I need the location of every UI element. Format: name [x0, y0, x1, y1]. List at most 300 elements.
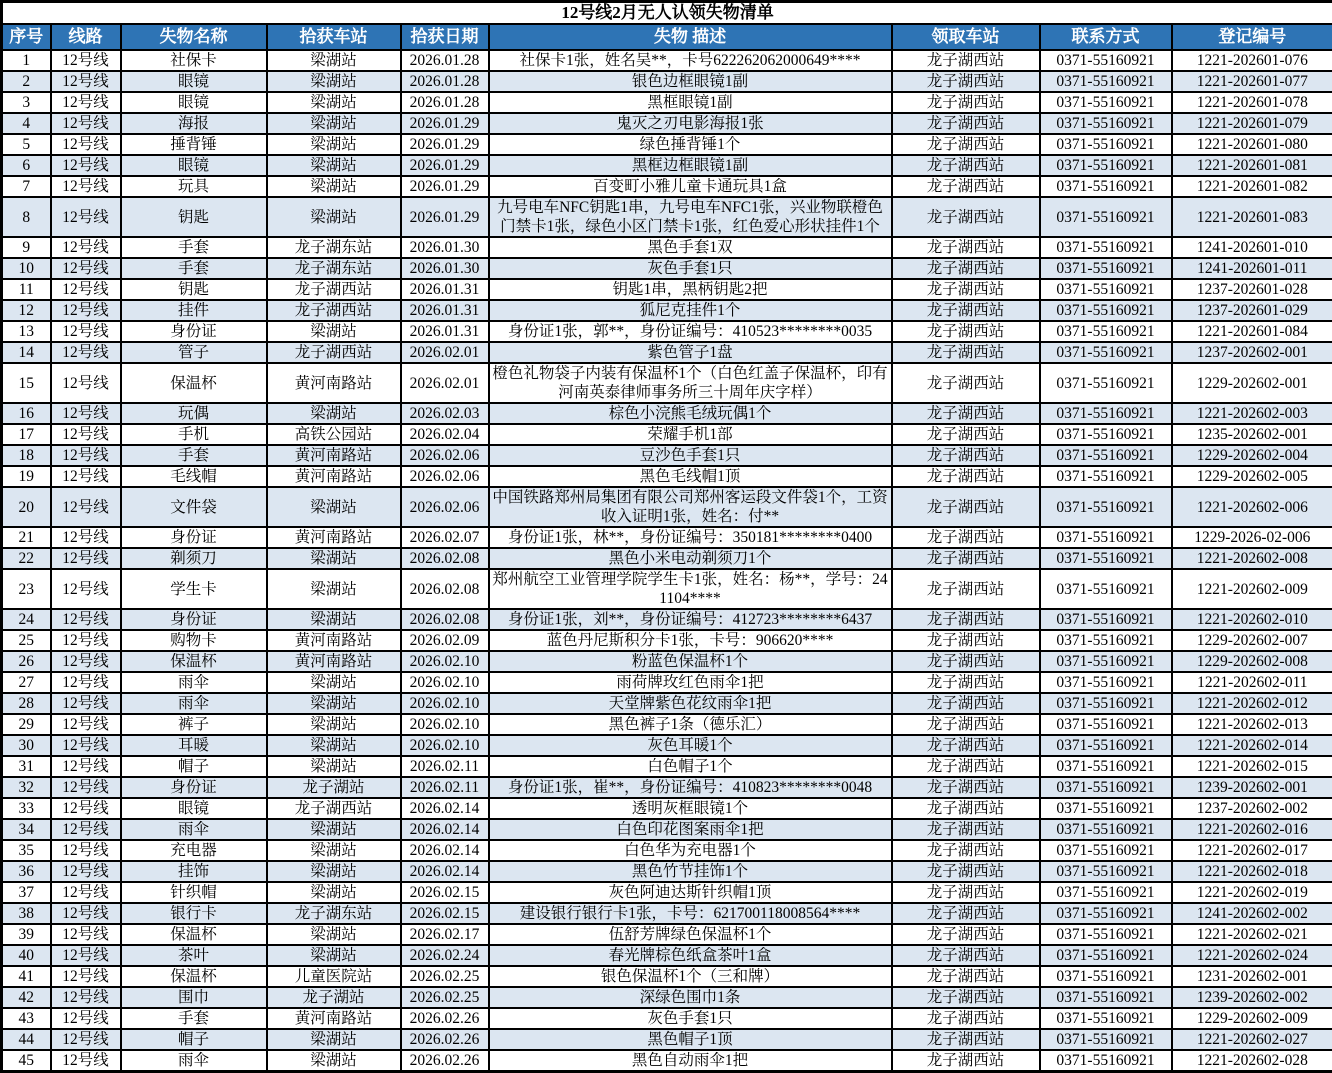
cell-seq: 11: [2, 279, 51, 300]
cell-found-station: 梁湖站: [267, 861, 401, 882]
cell-claim-station: 龙子湖西站: [892, 176, 1040, 197]
cell-registration-no: 1221-202601-084: [1172, 321, 1332, 342]
cell-line: 12号线: [51, 651, 121, 672]
cell-found-date: 2026.01.28: [401, 92, 489, 113]
cell-contact-phone: 0371-55160921: [1040, 903, 1172, 924]
cell-item-name: 围巾: [121, 987, 267, 1008]
cell-line: 12号线: [51, 903, 121, 924]
cell-seq: 27: [2, 672, 51, 693]
cell-seq: 12: [2, 300, 51, 321]
column-header-item-name: 失物名称: [121, 24, 267, 50]
cell-found-date: 2026.01.29: [401, 113, 489, 134]
cell-item-name: 裤子: [121, 714, 267, 735]
cell-item-name: 帽子: [121, 1029, 267, 1050]
cell-description: 黑色帽子1顶: [489, 1029, 892, 1050]
cell-description: 身份证1张，刘**，身份证编号：412723********6437: [489, 609, 892, 630]
cell-found-date: 2026.02.10: [401, 651, 489, 672]
cell-seq: 1: [2, 50, 51, 71]
cell-item-name: 钥匙: [121, 279, 267, 300]
column-header-seq: 序号: [2, 24, 51, 50]
cell-contact-phone: 0371-55160921: [1040, 1050, 1172, 1072]
cell-found-station: 黄河南路站: [267, 527, 401, 548]
cell-found-station: 梁湖站: [267, 92, 401, 113]
cell-line: 12号线: [51, 197, 121, 237]
cell-registration-no: 1221-202602-009: [1172, 569, 1332, 609]
cell-seq: 42: [2, 987, 51, 1008]
cell-found-date: 2026.01.29: [401, 134, 489, 155]
cell-registration-no: 1221-202602-016: [1172, 819, 1332, 840]
cell-found-station: 黄河南路站: [267, 1008, 401, 1029]
cell-description: 灰色阿迪达斯针织帽1顶: [489, 882, 892, 903]
table-row: [2, 155, 1332, 176]
cell-seq: 36: [2, 861, 51, 882]
cell-description: 九号电车NFC钥匙1串，九号电车NFC1张，兴业物联橙色门禁卡1张，绿色小区门禁卡1张，红色爱心形状挂件1个: [489, 197, 892, 237]
cell-found-station: 梁湖站: [267, 321, 401, 342]
cell-line: 12号线: [51, 134, 121, 155]
cell-item-name: 耳暖: [121, 735, 267, 756]
cell-found-date: 2026.02.06: [401, 487, 489, 527]
cell-found-station: 龙子湖站: [267, 987, 401, 1008]
cell-seq: 34: [2, 819, 51, 840]
table-row: [2, 197, 1332, 237]
cell-contact-phone: 0371-55160921: [1040, 756, 1172, 777]
cell-description: 灰色手套1只: [489, 258, 892, 279]
cell-registration-no: 1231-202602-001: [1172, 966, 1332, 987]
cell-description: 身份证1张，林**，身份证编号：350181********0400: [489, 527, 892, 548]
cell-item-name: 挂饰: [121, 861, 267, 882]
cell-claim-station: 龙子湖西站: [892, 113, 1040, 134]
cell-description: 黑框眼镜1副: [489, 92, 892, 113]
cell-seq: 9: [2, 237, 51, 258]
column-header-registration-no: 登记编号: [1172, 24, 1332, 50]
column-header-claim-station: 领取车站: [892, 24, 1040, 50]
cell-contact-phone: 0371-55160921: [1040, 548, 1172, 569]
cell-claim-station: 龙子湖西站: [892, 50, 1040, 71]
cell-contact-phone: 0371-55160921: [1040, 92, 1172, 113]
cell-description: 黑色手套1双: [489, 237, 892, 258]
table-row: [2, 300, 1332, 321]
cell-found-date: 2026.02.14: [401, 840, 489, 861]
cell-registration-no: 1241-202601-011: [1172, 258, 1332, 279]
cell-seq: 33: [2, 798, 51, 819]
cell-line: 12号线: [51, 609, 121, 630]
cell-seq: 2: [2, 71, 51, 92]
cell-seq: 17: [2, 424, 51, 445]
cell-found-date: 2026.02.01: [401, 342, 489, 363]
cell-contact-phone: 0371-55160921: [1040, 945, 1172, 966]
table-row: [2, 363, 1332, 403]
cell-seq: 26: [2, 651, 51, 672]
cell-seq: 19: [2, 466, 51, 487]
cell-found-station: 梁湖站: [267, 945, 401, 966]
cell-claim-station: 龙子湖西站: [892, 714, 1040, 735]
page-title: 12号线2月无人认领失物清单: [2, 2, 1332, 25]
cell-claim-station: 龙子湖西站: [892, 798, 1040, 819]
cell-registration-no: 1237-202602-001: [1172, 342, 1332, 363]
cell-found-station: 黄河南路站: [267, 651, 401, 672]
cell-line: 12号线: [51, 155, 121, 176]
cell-registration-no: 1221-202601-076: [1172, 50, 1332, 71]
cell-found-date: 2026.02.15: [401, 882, 489, 903]
cell-seq: 6: [2, 155, 51, 176]
cell-found-date: 2026.02.01: [401, 363, 489, 403]
cell-contact-phone: 0371-55160921: [1040, 176, 1172, 197]
cell-claim-station: 龙子湖西站: [892, 945, 1040, 966]
cell-line: 12号线: [51, 92, 121, 113]
table-row: [2, 840, 1332, 861]
cell-contact-phone: 0371-55160921: [1040, 714, 1172, 735]
cell-description: 灰色手套1只: [489, 1008, 892, 1029]
cell-item-name: 购物卡: [121, 630, 267, 651]
cell-found-station: 梁湖站: [267, 882, 401, 903]
cell-registration-no: 1221-202602-027: [1172, 1029, 1332, 1050]
cell-registration-no: 1221-202602-013: [1172, 714, 1332, 735]
cell-contact-phone: 0371-55160921: [1040, 363, 1172, 403]
cell-registration-no: 1221-202602-024: [1172, 945, 1332, 966]
cell-found-station: 梁湖站: [267, 548, 401, 569]
cell-found-station: 黄河南路站: [267, 363, 401, 403]
cell-seq: 13: [2, 321, 51, 342]
cell-contact-phone: 0371-55160921: [1040, 569, 1172, 609]
cell-line: 12号线: [51, 798, 121, 819]
table-body: [2, 50, 1332, 1072]
cell-found-station: 梁湖站: [267, 71, 401, 92]
title-row: [2, 2, 1332, 25]
cell-found-date: 2026.02.26: [401, 1008, 489, 1029]
cell-found-station: 梁湖站: [267, 569, 401, 609]
cell-contact-phone: 0371-55160921: [1040, 445, 1172, 466]
cell-description: 天堂牌紫色花纹雨伞1把: [489, 693, 892, 714]
cell-found-date: 2026.02.08: [401, 569, 489, 609]
cell-item-name: 手套: [121, 445, 267, 466]
cell-contact-phone: 0371-55160921: [1040, 1008, 1172, 1029]
column-header-found-date: 拾获日期: [401, 24, 489, 50]
cell-registration-no: 1239-202602-001: [1172, 777, 1332, 798]
cell-line: 12号线: [51, 735, 121, 756]
cell-registration-no: 1221-202602-006: [1172, 487, 1332, 527]
cell-item-name: 针织帽: [121, 882, 267, 903]
cell-found-date: 2026.02.11: [401, 777, 489, 798]
cell-item-name: 玩偶: [121, 403, 267, 424]
cell-item-name: 眼镜: [121, 798, 267, 819]
cell-claim-station: 龙子湖西站: [892, 672, 1040, 693]
cell-found-date: 2026.02.25: [401, 966, 489, 987]
table-row: [2, 342, 1332, 363]
cell-found-date: 2026.02.14: [401, 798, 489, 819]
cell-description: 身份证1张，郭**，身份证编号：410523********0035: [489, 321, 892, 342]
table-row: [2, 113, 1332, 134]
cell-description: 荣耀手机1部: [489, 424, 892, 445]
cell-registration-no: 1221-202602-018: [1172, 861, 1332, 882]
cell-contact-phone: 0371-55160921: [1040, 321, 1172, 342]
cell-contact-phone: 0371-55160921: [1040, 693, 1172, 714]
cell-claim-station: 龙子湖西站: [892, 487, 1040, 527]
table-row: [2, 882, 1332, 903]
cell-line: 12号线: [51, 1050, 121, 1072]
cell-seq: 28: [2, 693, 51, 714]
cell-contact-phone: 0371-55160921: [1040, 651, 1172, 672]
cell-seq: 5: [2, 134, 51, 155]
cell-line: 12号线: [51, 861, 121, 882]
cell-description: 透明灰框眼镜1个: [489, 798, 892, 819]
cell-seq: 24: [2, 609, 51, 630]
cell-line: 12号线: [51, 424, 121, 445]
cell-found-date: 2026.01.29: [401, 155, 489, 176]
table-row: [2, 672, 1332, 693]
cell-found-date: 2026.02.10: [401, 735, 489, 756]
cell-found-date: 2026.02.10: [401, 714, 489, 735]
cell-item-name: 海报: [121, 113, 267, 134]
cell-seq: 45: [2, 1050, 51, 1072]
cell-found-date: 2026.02.09: [401, 630, 489, 651]
cell-line: 12号线: [51, 71, 121, 92]
cell-item-name: 茶叶: [121, 945, 267, 966]
cell-line: 12号线: [51, 966, 121, 987]
cell-seq: 21: [2, 527, 51, 548]
cell-line: 12号线: [51, 403, 121, 424]
cell-registration-no: 1221-202602-019: [1172, 882, 1332, 903]
cell-registration-no: 1229-202602-008: [1172, 651, 1332, 672]
table-row: [2, 693, 1332, 714]
cell-contact-phone: 0371-55160921: [1040, 466, 1172, 487]
cell-seq: 41: [2, 966, 51, 987]
cell-registration-no: 1221-202602-015: [1172, 756, 1332, 777]
cell-found-station: 梁湖站: [267, 113, 401, 134]
cell-claim-station: 龙子湖西站: [892, 651, 1040, 672]
cell-found-station: 梁湖站: [267, 197, 401, 237]
cell-item-name: 钥匙: [121, 197, 267, 237]
cell-found-station: 龙子湖东站: [267, 237, 401, 258]
cell-found-date: 2026.01.28: [401, 71, 489, 92]
cell-line: 12号线: [51, 279, 121, 300]
cell-description: 紫色管子1盘: [489, 342, 892, 363]
cell-claim-station: 龙子湖西站: [892, 279, 1040, 300]
table-row: [2, 176, 1332, 197]
cell-contact-phone: 0371-55160921: [1040, 987, 1172, 1008]
cell-description: 狐尼克挂件1个: [489, 300, 892, 321]
cell-found-date: 2026.02.10: [401, 693, 489, 714]
cell-seq: 20: [2, 487, 51, 527]
cell-item-name: 毛线帽: [121, 466, 267, 487]
cell-found-station: 黄河南路站: [267, 630, 401, 651]
table-row: [2, 630, 1332, 651]
cell-contact-phone: 0371-55160921: [1040, 735, 1172, 756]
cell-found-date: 2026.02.07: [401, 527, 489, 548]
cell-registration-no: 1229-202602-004: [1172, 445, 1332, 466]
table-row: [2, 92, 1332, 113]
table-row: [2, 527, 1332, 548]
cell-item-name: 玩具: [121, 176, 267, 197]
cell-line: 12号线: [51, 693, 121, 714]
cell-found-station: 梁湖站: [267, 693, 401, 714]
cell-contact-phone: 0371-55160921: [1040, 609, 1172, 630]
cell-seq: 14: [2, 342, 51, 363]
cell-description: 粉蓝色保温杯1个: [489, 651, 892, 672]
cell-found-date: 2026.02.03: [401, 403, 489, 424]
table-row: [2, 1050, 1332, 1072]
cell-registration-no: 1229-202602-005: [1172, 466, 1332, 487]
cell-claim-station: 龙子湖西站: [892, 92, 1040, 113]
cell-line: 12号线: [51, 445, 121, 466]
cell-description: 伍舒芳牌绿色保温杯1个: [489, 924, 892, 945]
cell-found-date: 2026.02.08: [401, 609, 489, 630]
cell-line: 12号线: [51, 924, 121, 945]
cell-registration-no: 1237-202601-028: [1172, 279, 1332, 300]
cell-claim-station: 龙子湖西站: [892, 819, 1040, 840]
cell-description: 银色边框眼镜1副: [489, 71, 892, 92]
cell-contact-phone: 0371-55160921: [1040, 50, 1172, 71]
cell-contact-phone: 0371-55160921: [1040, 424, 1172, 445]
cell-item-name: 手套: [121, 237, 267, 258]
table-row: [2, 279, 1332, 300]
cell-found-station: 龙子湖西站: [267, 798, 401, 819]
cell-contact-phone: 0371-55160921: [1040, 882, 1172, 903]
cell-registration-no: 1235-202602-001: [1172, 424, 1332, 445]
cell-seq: 30: [2, 735, 51, 756]
cell-seq: 23: [2, 569, 51, 609]
table-row: [2, 258, 1332, 279]
cell-found-station: 梁湖站: [267, 1050, 401, 1072]
cell-seq: 3: [2, 92, 51, 113]
table-row: [2, 756, 1332, 777]
cell-seq: 7: [2, 176, 51, 197]
table-row: [2, 966, 1332, 987]
cell-contact-phone: 0371-55160921: [1040, 861, 1172, 882]
cell-found-date: 2026.01.29: [401, 176, 489, 197]
cell-line: 12号线: [51, 50, 121, 71]
table-row: [2, 714, 1332, 735]
cell-found-station: 梁湖站: [267, 134, 401, 155]
table-row: [2, 924, 1332, 945]
cell-claim-station: 龙子湖西站: [892, 403, 1040, 424]
cell-item-name: 雨伞: [121, 819, 267, 840]
cell-found-station: 梁湖站: [267, 672, 401, 693]
cell-item-name: 身份证: [121, 527, 267, 548]
cell-description: 豆沙色手套1只: [489, 445, 892, 466]
table-row: [2, 424, 1332, 445]
cell-claim-station: 龙子湖西站: [892, 548, 1040, 569]
cell-item-name: 身份证: [121, 609, 267, 630]
cell-seq: 10: [2, 258, 51, 279]
table-row: [2, 777, 1332, 798]
cell-seq: 25: [2, 630, 51, 651]
cell-registration-no: 1221-202601-082: [1172, 176, 1332, 197]
cell-line: 12号线: [51, 237, 121, 258]
cell-claim-station: 龙子湖西站: [892, 630, 1040, 651]
cell-found-date: 2026.01.30: [401, 258, 489, 279]
cell-registration-no: 1239-202602-002: [1172, 987, 1332, 1008]
cell-line: 12号线: [51, 363, 121, 403]
cell-line: 12号线: [51, 258, 121, 279]
cell-found-station: 梁湖站: [267, 609, 401, 630]
cell-claim-station: 龙子湖西站: [892, 71, 1040, 92]
cell-contact-phone: 0371-55160921: [1040, 258, 1172, 279]
cell-claim-station: 龙子湖西站: [892, 882, 1040, 903]
cell-line: 12号线: [51, 756, 121, 777]
cell-claim-station: 龙子湖西站: [892, 609, 1040, 630]
table-row: [2, 1008, 1332, 1029]
cell-claim-station: 龙子湖西站: [892, 1008, 1040, 1029]
cell-description: 雨荷牌玫红色雨伞1把: [489, 672, 892, 693]
table-row: [2, 487, 1332, 527]
cell-claim-station: 龙子湖西站: [892, 840, 1040, 861]
cell-claim-station: 龙子湖西站: [892, 987, 1040, 1008]
table-row: [2, 445, 1332, 466]
cell-found-station: 梁湖站: [267, 403, 401, 424]
cell-description: 百变町小雅儿童卡通玩具1盒: [489, 176, 892, 197]
cell-seq: 38: [2, 903, 51, 924]
cell-claim-station: 龙子湖西站: [892, 693, 1040, 714]
cell-contact-phone: 0371-55160921: [1040, 527, 1172, 548]
cell-registration-no: 1221-202602-011: [1172, 672, 1332, 693]
cell-found-station: 龙子湖西站: [267, 279, 401, 300]
cell-claim-station: 龙子湖西站: [892, 424, 1040, 445]
cell-item-name: 学生卡: [121, 569, 267, 609]
cell-claim-station: 龙子湖西站: [892, 197, 1040, 237]
table-row: [2, 548, 1332, 569]
cell-seq: 44: [2, 1029, 51, 1050]
cell-found-date: 2026.02.25: [401, 987, 489, 1008]
table-row: [2, 50, 1332, 71]
cell-line: 12号线: [51, 466, 121, 487]
table-row: [2, 819, 1332, 840]
cell-registration-no: 1221-202602-010: [1172, 609, 1332, 630]
cell-found-station: 高铁公园站: [267, 424, 401, 445]
cell-registration-no: 1221-202601-083: [1172, 197, 1332, 237]
cell-item-name: 眼镜: [121, 92, 267, 113]
cell-line: 12号线: [51, 714, 121, 735]
cell-claim-station: 龙子湖西站: [892, 777, 1040, 798]
cell-registration-no: 1221-202601-081: [1172, 155, 1332, 176]
cell-contact-phone: 0371-55160921: [1040, 1029, 1172, 1050]
cell-found-date: 2026.02.08: [401, 548, 489, 569]
cell-claim-station: 龙子湖西站: [892, 342, 1040, 363]
cell-claim-station: 龙子湖西站: [892, 134, 1040, 155]
cell-item-name: 文件袋: [121, 487, 267, 527]
cell-seq: 43: [2, 1008, 51, 1029]
table-row: [2, 466, 1332, 487]
cell-found-station: 龙子湖东站: [267, 258, 401, 279]
cell-found-date: 2026.02.14: [401, 861, 489, 882]
cell-found-date: 2026.01.31: [401, 279, 489, 300]
cell-description: 深绿色围巾1条: [489, 987, 892, 1008]
table-row: [2, 71, 1332, 92]
cell-item-name: 身份证: [121, 777, 267, 798]
cell-line: 12号线: [51, 945, 121, 966]
cell-description: 棕色小浣熊毛绒玩偶1个: [489, 403, 892, 424]
cell-registration-no: 1237-202601-029: [1172, 300, 1332, 321]
cell-found-station: 梁湖站: [267, 756, 401, 777]
table-row: [2, 609, 1332, 630]
cell-registration-no: 1229-202602-007: [1172, 630, 1332, 651]
cell-description: 黑色毛线帽1顶: [489, 466, 892, 487]
cell-line: 12号线: [51, 487, 121, 527]
cell-description: 中国铁路郑州局集团有限公司郑州客运段文件袋1个，工资收入证明1张，姓名：付**: [489, 487, 892, 527]
cell-seq: 29: [2, 714, 51, 735]
cell-contact-phone: 0371-55160921: [1040, 134, 1172, 155]
cell-item-name: 保温杯: [121, 966, 267, 987]
cell-found-date: 2026.02.26: [401, 1050, 489, 1072]
cell-found-station: 龙子湖西站: [267, 300, 401, 321]
cell-description: 黑色小米电动剃须刀1个: [489, 548, 892, 569]
cell-line: 12号线: [51, 777, 121, 798]
cell-seq: 37: [2, 882, 51, 903]
cell-found-date: 2026.02.26: [401, 1029, 489, 1050]
cell-description: 黑色自动雨伞1把: [489, 1050, 892, 1072]
cell-seq: 32: [2, 777, 51, 798]
column-header-line: 线路: [51, 24, 121, 50]
column-header-found-station: 拾获车站: [267, 24, 401, 50]
